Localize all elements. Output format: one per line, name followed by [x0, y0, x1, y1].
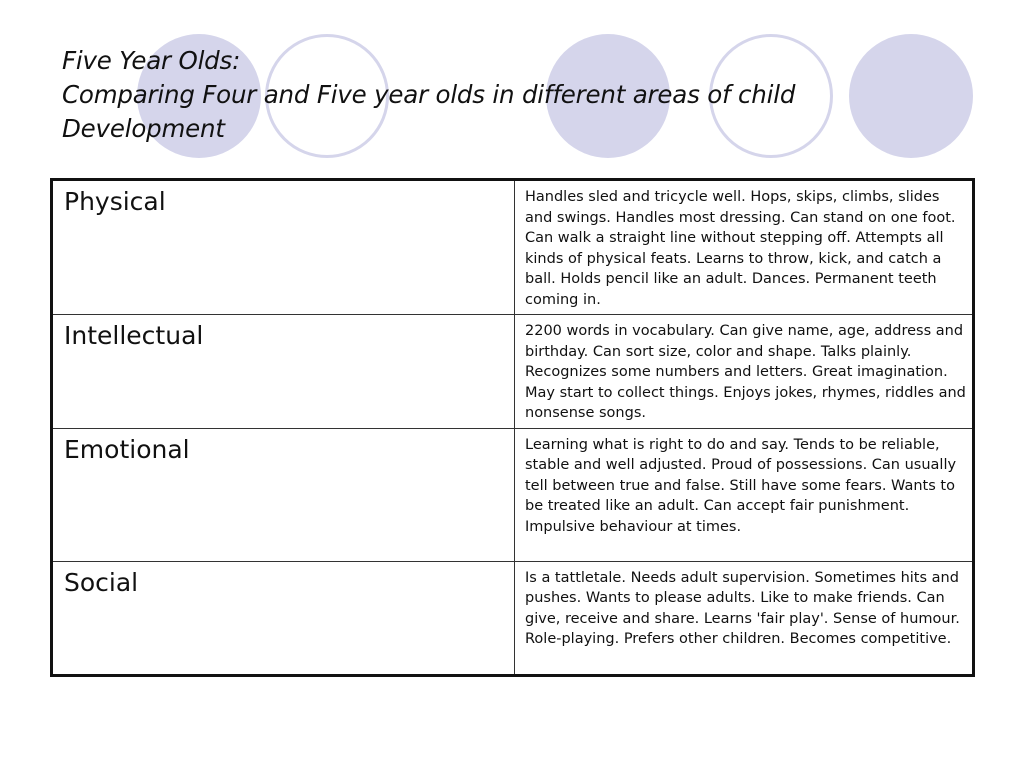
slide-title-line: Development: [62, 114, 225, 143]
description-cell: Learning what is right to do and say. Tends to be reliable, stable and well adjusted. Proud of possessions. Can usually tell between true and false. Still have some fears. Wants to be treated like an adult. Can accept fair punishment. Impulsive behaviour at times.: [515, 428, 974, 561]
table-row: [52, 428, 974, 561]
description-cell: Handles sled and tricycle well. Hops, skips, climbs, slides and swings. Handles most dressing. Can stand on one foot. Can walk a straight line without stepping off. Attempts all kinds of physical feats. Learns to throw, kick, and catch a ball. Holds pencil like an adult. Dances. Permanent teeth coming in.: [515, 180, 974, 315]
slide-title: [62, 44, 962, 146]
category-cell: Emotional: [52, 428, 515, 561]
category-cell: Social: [52, 561, 515, 675]
table-row: [52, 315, 974, 429]
category-cell: Physical: [52, 180, 515, 315]
description-cell: Is a tattletale. Needs adult supervision. Sometimes hits and pushes. Wants to please adults. Like to make friends. Can give, receive and share. Learns 'fair play'. Sense of humour. Role-playing. Prefers other children. Becomes competitive.: [515, 561, 974, 675]
table-row: [52, 561, 974, 675]
development-table: [50, 178, 975, 677]
table-row: [52, 180, 974, 315]
slide-title-line: Comparing Four and Five year olds in different areas of child: [62, 80, 796, 109]
description-cell: 2200 words in vocabulary. Can give name, age, address and birthday. Can sort size, color and shape. Talks plainly. Recognizes some numbers and letters. Great imagination. May start to collect things. Enjoys jokes, rhymes, riddles and nonsense songs.: [515, 315, 974, 429]
category-cell: Intellectual: [52, 315, 515, 429]
slide-title-line: Five Year Olds:: [62, 46, 241, 75]
